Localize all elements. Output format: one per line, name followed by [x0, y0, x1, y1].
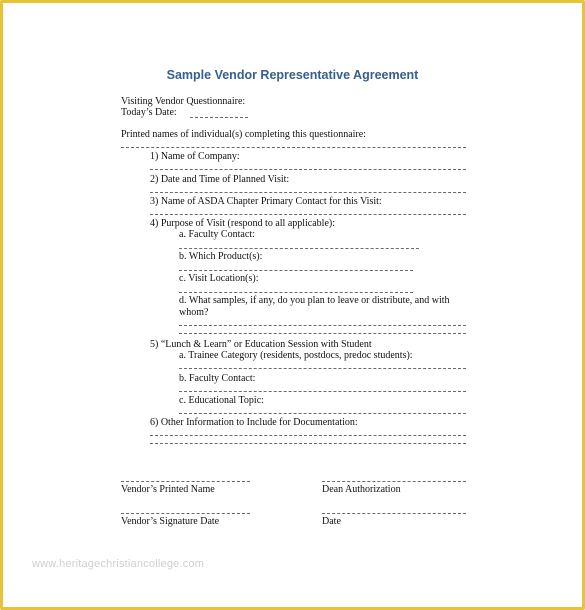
- dean-authorization-line: [322, 481, 466, 482]
- lunch-b-line: [179, 391, 466, 392]
- item-purpose-a: a. Faculty Contact:: [179, 229, 255, 240]
- item-lunch: 5) “Lunch & Learn” or Education Session with Student: [150, 339, 372, 350]
- item-other: 6) Other Information to Include for Documentation:: [150, 417, 358, 428]
- date-line-bottom: [322, 513, 466, 514]
- lunch-c-line: [179, 413, 466, 414]
- lunch-a-line: [179, 368, 466, 369]
- printed-names-label: Printed names of individual(s) completing this questionnaire:: [121, 129, 366, 140]
- dean-authorization-label: Dean Authorization: [322, 484, 401, 495]
- date-line: [190, 117, 248, 118]
- other-line-2: [150, 443, 466, 444]
- vendor-printed-name-label: Vendor’s Printed Name: [121, 484, 215, 495]
- other-line-1: [150, 435, 466, 436]
- item-lunch-c: c. Educational Topic:: [179, 395, 264, 406]
- vendor-signature-date-line: [121, 513, 250, 514]
- watermark-text: www.heritagechristiancollege.com: [32, 558, 205, 570]
- item-company: 1) Name of Company:: [150, 151, 240, 162]
- contact-line: [150, 214, 466, 215]
- purpose-b-line: [179, 270, 413, 271]
- document-title: Sample Vendor Representative Agreement: [166, 68, 419, 82]
- item-lunch-b: b. Faculty Contact:: [179, 373, 256, 384]
- vendor-signature-date-label: Vendor’s Signature Date: [121, 516, 220, 527]
- item-purpose-b: b. Which Product(s):: [179, 251, 263, 262]
- item-date-time: 2) Date and Time of Planned Visit:: [150, 174, 290, 185]
- printed-names-line: [121, 147, 466, 148]
- item-lunch-a: a. Trainee Category (residents, postdocs, predoc students):: [179, 350, 413, 361]
- date-label: Today’s Date:: [121, 107, 177, 118]
- purpose-d-line-2: [179, 333, 466, 334]
- date-time-line: [150, 192, 466, 193]
- item-contact: 3) Name of ASDA Chapter Primary Contact for this Visit:: [150, 196, 382, 207]
- vendor-printed-name-line: [121, 481, 250, 482]
- item-purpose: 4) Purpose of Visit (respond to all applicable):: [150, 218, 336, 229]
- item-purpose-c: c. Visit Location(s):: [179, 273, 259, 284]
- date-label-bottom: Date: [322, 516, 341, 527]
- purpose-c-line: [179, 292, 413, 293]
- company-line: [150, 169, 466, 170]
- purpose-d-line-1: [179, 325, 466, 326]
- questionnaire-label: Visiting Vendor Questionnaire:: [121, 96, 246, 107]
- purpose-a-line: [179, 248, 419, 249]
- item-purpose-d: d. What samples, if any, do you plan to leave or distribute, and with whom?: [179, 295, 450, 318]
